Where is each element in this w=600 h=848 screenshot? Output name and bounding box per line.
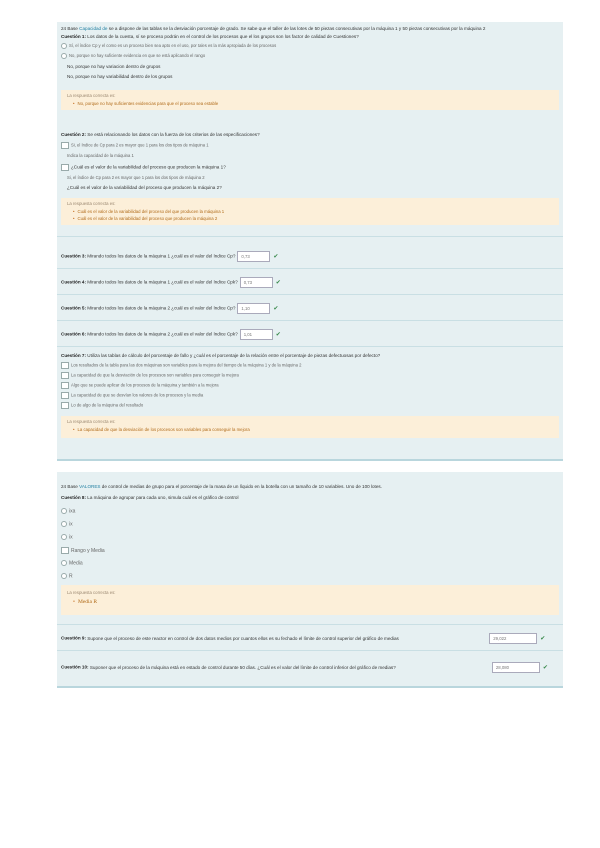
case-link[interactable]: VALORES: [79, 484, 101, 489]
q8-option[interactable]: Rango y Media: [61, 547, 559, 554]
check-icon: ✔: [275, 279, 281, 286]
q7-option[interactable]: Los resultados de la tabla para las dos máquinas son variables para la mejora del tiempo de la máquina 1 y de la máquina 2: [61, 362, 559, 369]
q1-option[interactable]: No, porque no hay variabilidad dentro de los grupos: [67, 74, 173, 79]
q5-row: Cuestión 5: Mirando todos los datos de la máquina 2 ¿cuál es el valor del índice Cp? 1,10 ✔: [61, 303, 559, 314]
q1-option[interactable]: No, porque no hay variacion dentro de grupos: [67, 64, 161, 69]
q2-option[interactable]: ¿Cuál es el valor de la variabilidad del proceso que producen la máquina 2?: [67, 185, 222, 190]
checkbox-icon[interactable]: [61, 362, 69, 369]
q1-text: Los datos de la cuesta, sí se proceso podrán en el control de los procesos que el los grupos son los factor de calidad de Cuestiones?: [87, 34, 359, 39]
q8-feedback: La respuesta correcta es: • Media R: [61, 585, 559, 615]
q8-prompt: Cuestión 8: La máquina de agrupar para cada uno, simula cuál es el gráfico de control: [61, 495, 239, 500]
q2-option[interactable]: Indica la capacidad de la máquina 1: [67, 153, 134, 158]
bullet-icon: •: [73, 216, 75, 221]
bullet-icon: •: [73, 427, 75, 432]
q2-option[interactable]: ¿Cuál es el valor de la variabilidad del proceso que producen la máquina 1?: [61, 164, 559, 171]
q3-answer-input[interactable]: 0,73: [237, 251, 270, 262]
q8-option[interactable]: ix: [61, 534, 559, 540]
radio-icon[interactable]: [61, 573, 67, 579]
radio-icon[interactable]: [61, 560, 67, 566]
q6-answer-input[interactable]: 1,01: [240, 329, 273, 340]
q4-answer-input[interactable]: 0,73: [240, 277, 273, 288]
checkbox-icon[interactable]: [61, 372, 69, 379]
case-link[interactable]: Capacidad de: [79, 26, 108, 31]
intro-text: 24 Base: [61, 26, 80, 31]
q2-option[interactable]: Si, el índice de Cp para 2 es mayor que 1 para los dos tipos de máquina 2: [67, 175, 205, 180]
q6-row: Cuestión 6: Mirando todos los datos de la máquina 2 ¿cuál es el valor del índice Cpk? 1,01 ✔: [61, 329, 559, 340]
bullet-icon: •: [73, 599, 75, 605]
checkbox-icon[interactable]: [61, 382, 69, 389]
q7-option[interactable]: La capacidad de que la desviación de los procesos son variables para conseguir la mejora: [61, 372, 559, 379]
question-card-2: [57, 472, 563, 688]
q7-prompt: Cuestión 7: Utiliza las tablas de cálculo del porcentaje de fallo y ¿cuál es el porcentaje de la relación entre el porcentaje de piezas defectuosas por defecto?: [61, 353, 381, 358]
q9-row: Cuestión 9: Supone que el proceso de este reactor en control de dos datos medios por cuantos ellos es su fechado el límite de control superior del gráfico de medias 29,022 ✔: [61, 633, 559, 644]
q2-feedback: La respuesta correcta es: • Cuál es el valor de la variabilidad del proceso del que producen la máquina 1 • Cuál es el valor de la variabilidad del proceso que producen la máquina 2: [61, 198, 559, 225]
check-icon: ✔: [273, 305, 279, 312]
question-card-1: [57, 22, 563, 461]
radio-icon[interactable]: [61, 53, 67, 59]
checkbox-icon[interactable]: [61, 402, 69, 409]
radio-icon[interactable]: [61, 521, 67, 527]
q3-row: Cuestión 3: Mirando todos los datos de la máquina 1 ¿cuál es el valor del índice Cp? 0,73 ✔: [61, 251, 559, 262]
q10-row: Cuestión 10: Suponer que el proceso de la máquina está en estado de control durante 50 días. ¿Cuál es el valor del límite de control inferior del gráfico de medias? 28,080 ✔: [61, 662, 559, 673]
divider: [57, 268, 563, 269]
check-icon: ✔: [542, 664, 548, 671]
divider: [57, 624, 563, 625]
q1-label: Cuestión 1:: [61, 34, 87, 39]
radio-icon[interactable]: [61, 508, 67, 514]
q7-feedback: La respuesta correcta es: • La capacidad de que la desviación de los procesos son variables para conseguir la mejora: [61, 416, 559, 438]
q1-prompt: [61, 34, 559, 40]
q2-option[interactable]: Si, el índice de Cp para 2 es mayor que 1 para los dos tipos de máquina 1: [61, 142, 559, 149]
divider: [57, 650, 563, 651]
q7-option[interactable]: Algo que se puede aplicar de los procesos de la máquina y también a la mejora: [61, 382, 559, 389]
check-icon: ✔: [275, 331, 281, 338]
q1-option[interactable]: Sí, el índice Cp y el como es un proceso bien sea apto en el uso, por tales es la más apropiada de los procesos: [61, 43, 559, 49]
divider: [57, 236, 563, 237]
case-intro: 24 Base VALORES de control de medias de grupo para el porcentaje de la masa de un líquido en la botella con un tamaño de 10 variables. Uno de 100 lotes.: [61, 484, 382, 489]
q7-option[interactable]: Lo de algo de la máquina del resultado: [61, 402, 559, 409]
intro-text-rest: se a dispone de las tablas se la desviación porcentaje de grado. Se sabe que el taller de las lotes de 50 piezas consecutivas por la máquina 1 y 50 piezas consecutivas por la máquina 2: [107, 26, 486, 31]
bullet-icon: •: [73, 209, 75, 214]
radio-icon[interactable]: [61, 534, 67, 540]
bullet-icon: •: [73, 101, 75, 106]
q2-prompt: Cuestión 2: Se está relacionando los datos con la fuerza de los criterios de las especificaciones?: [61, 132, 260, 137]
q8-option[interactable]: R: [61, 573, 559, 579]
q1-feedback: La respuesta correcta es: • No, porque no hay suficientes evidencias para que el proceso sea estable: [61, 90, 559, 110]
q8-option[interactable]: ix: [61, 521, 559, 527]
q8-option[interactable]: ixa: [61, 508, 559, 514]
q5-answer-input[interactable]: 1,10: [237, 303, 270, 314]
checkbox-icon[interactable]: [61, 142, 69, 149]
checkbox-icon[interactable]: [61, 164, 69, 171]
divider: [57, 294, 563, 295]
q7-option[interactable]: La capacidad de que se desvían los valores de los procesos y la media: [61, 392, 559, 399]
checkbox-icon[interactable]: [61, 392, 69, 399]
q1-option[interactable]: No, porque no hay suficiente evidencia en que se está aplicando el rango: [61, 53, 559, 59]
q10-answer-input[interactable]: 28,080: [492, 662, 540, 673]
checkbox-icon[interactable]: [61, 547, 69, 554]
q8-option[interactable]: Media: [61, 560, 559, 566]
radio-icon[interactable]: [61, 43, 67, 49]
check-icon: ✔: [540, 635, 546, 642]
divider: [57, 346, 563, 347]
q9-answer-input[interactable]: 29,022: [489, 633, 537, 644]
divider: [57, 320, 563, 321]
check-icon: ✔: [273, 253, 279, 260]
case-intro: [61, 26, 559, 32]
q4-row: Cuestión 4: Mirando todos los datos de la máquina 1 ¿cuál es el valor del índice Cpk? 0,73 ✔: [61, 277, 559, 288]
